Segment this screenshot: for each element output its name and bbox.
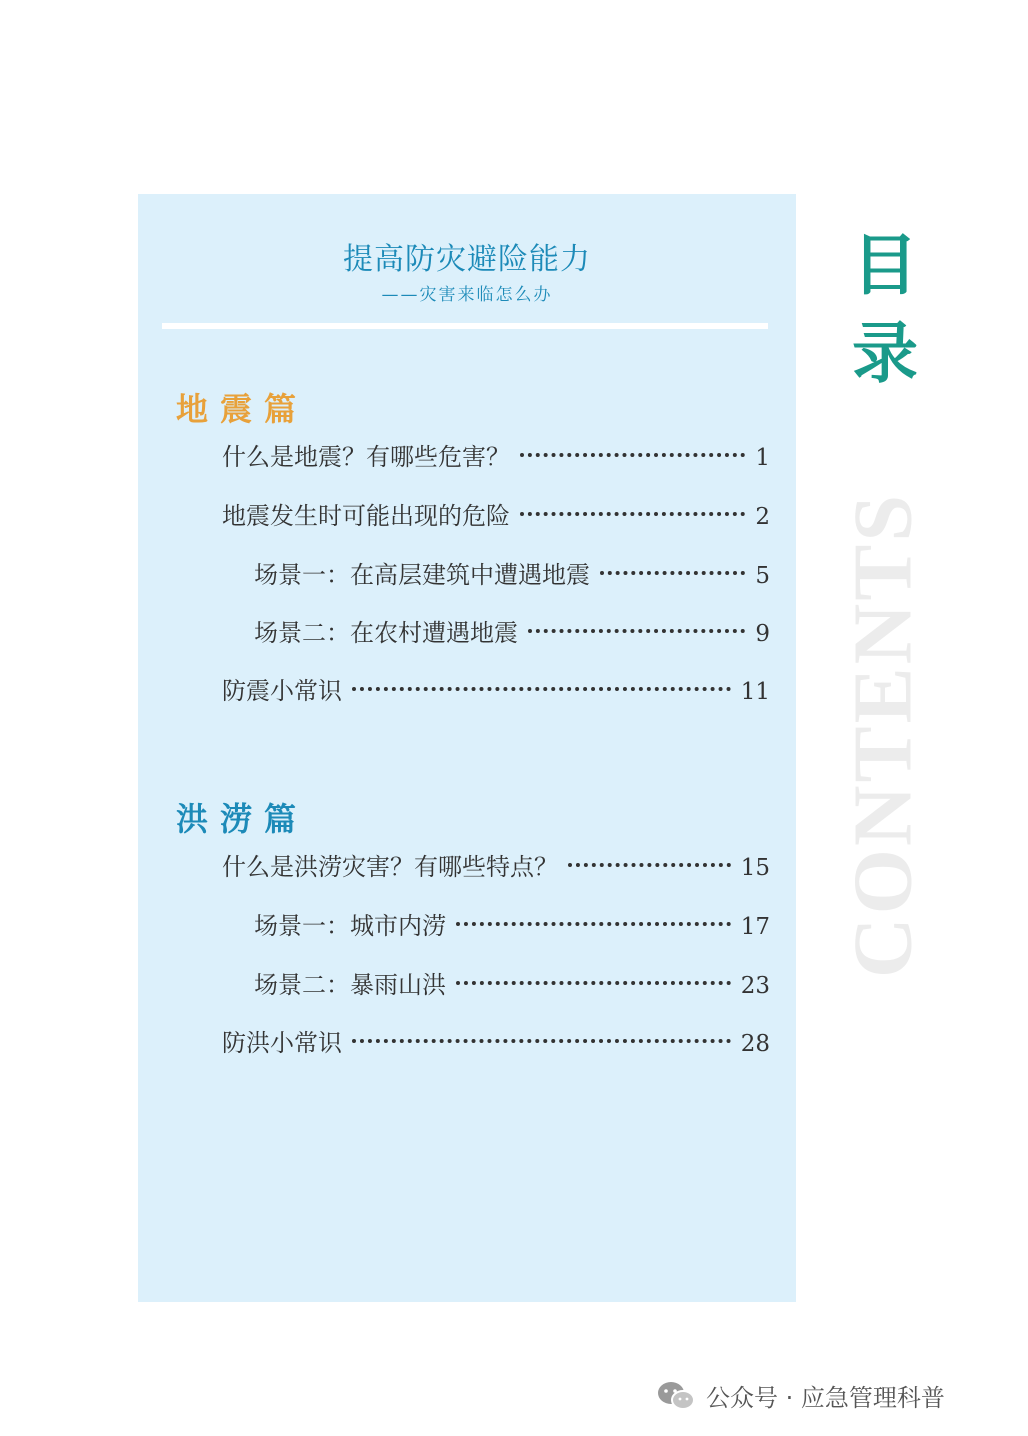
toc-entry[interactable]	[254, 968, 770, 1002]
toc-entry-page: 2	[755, 504, 770, 530]
toc-entry[interactable]	[222, 499, 770, 533]
toc-panel	[138, 194, 796, 1302]
dot-leader	[352, 687, 731, 691]
side-heading-line1: 目	[852, 227, 918, 304]
toc-entry[interactable]	[222, 1026, 770, 1060]
toc-entry-page: 5	[755, 563, 770, 589]
toc-entry-page: 28	[740, 1031, 770, 1057]
dot-leader	[520, 512, 745, 516]
toc-entry-page: 15	[740, 855, 770, 881]
section-heading-earthquake: 地震篇	[176, 390, 309, 428]
contents-watermark: CONTENTS	[836, 491, 930, 979]
toc-entry-page: 23	[740, 973, 770, 999]
title-divider	[162, 323, 768, 329]
toc-entry-label: 什么是洪涝灾害？有哪些特点？	[222, 853, 558, 881]
footer-attribution	[656, 1378, 945, 1413]
book-title: 提高防灾避险能力	[343, 242, 591, 277]
toc-entry[interactable]	[254, 558, 770, 592]
section-heading-flood: 洪涝篇	[176, 800, 309, 838]
toc-entry-label: 场景一：城市内涝	[254, 912, 446, 940]
side-heading-line2: 录	[852, 315, 918, 392]
book-subtitle: ——灾害来临怎么办	[381, 285, 553, 305]
dot-leader	[528, 629, 745, 633]
dot-leader	[456, 981, 731, 985]
dot-leader	[600, 571, 745, 575]
toc-entry-label: 防震小常识	[222, 677, 342, 705]
toc-entry-page: 1	[755, 445, 770, 471]
toc-entry[interactable]	[222, 440, 770, 474]
toc-entry-label: 场景一：在高层建筑中遭遇地震	[254, 561, 590, 589]
dot-leader	[352, 1039, 731, 1043]
toc-entry[interactable]	[254, 909, 770, 943]
wechat-icon	[656, 1379, 696, 1413]
toc-entry[interactable]	[222, 674, 770, 708]
toc-entry-label: 防洪小常识	[222, 1029, 342, 1057]
toc-entry-page: 11	[740, 679, 770, 705]
toc-entry-page: 17	[740, 914, 770, 940]
toc-entry[interactable]	[254, 616, 770, 650]
toc-entry[interactable]	[222, 850, 770, 884]
toc-entry-label: 地震发生时可能出现的危险	[222, 502, 510, 530]
side-heading	[852, 222, 918, 398]
toc-entry-label: 场景二：暴雨山洪	[254, 971, 446, 999]
dot-leader	[520, 453, 745, 457]
footer-text: 公众号 · 应急管理科普	[706, 1384, 945, 1412]
toc-entry-label: 什么是地震？有哪些危害？	[222, 443, 510, 471]
toc-entry-label: 场景二：在农村遭遇地震	[254, 619, 518, 647]
dot-leader	[568, 863, 731, 867]
dot-leader	[456, 922, 731, 926]
toc-entry-page: 9	[755, 621, 770, 647]
